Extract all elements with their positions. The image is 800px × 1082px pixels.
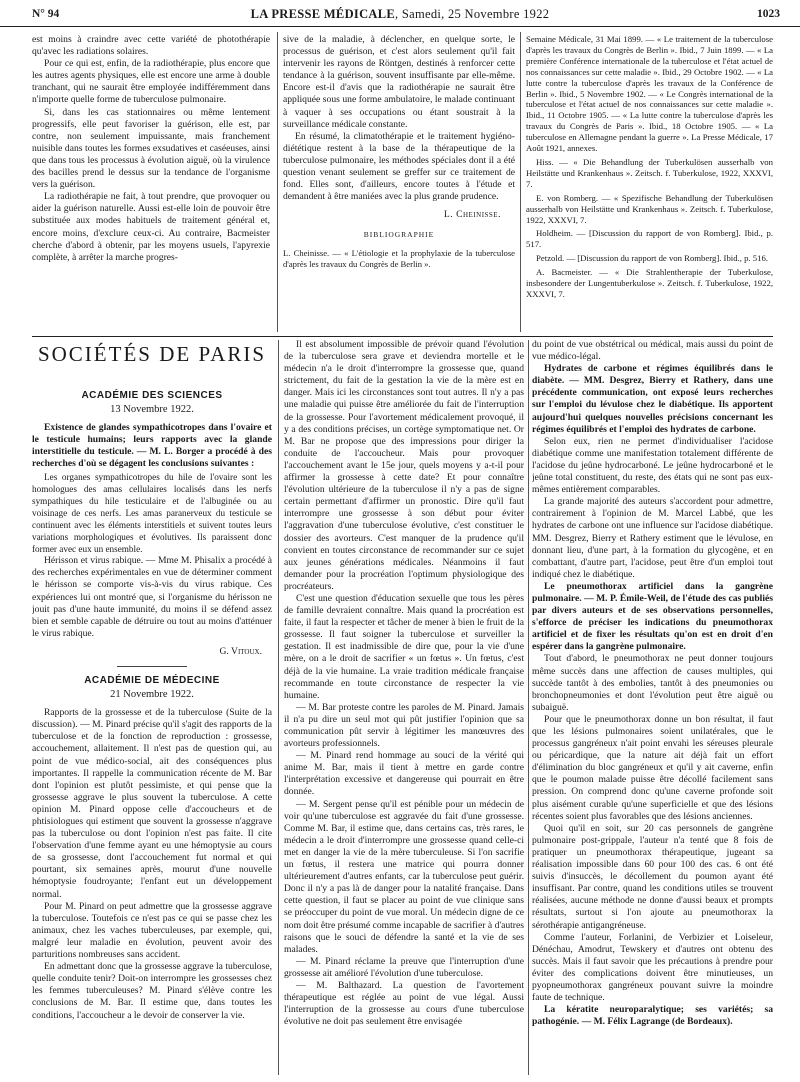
paragraph: C'est une question d'éducation sexuelle que tous les pères de famille devraient connaître. Mais quand la procréation est faite, il faut la respecter et tâcher de mener à bien le fruit de la grossesse. Il faut soigner la tuberculose et surveiller la gestation. Il est inadmissible de dire que, pour la vie d'une mère, on a le droit de sacrifier « un fœtus ». Un fœtus, c'est déjà de la vie humaine. La vraie tradition médicale française recommande en toute circonstance de respecter la vie humaine. [284, 592, 524, 701]
paragraph: Pour que le pneumothorax donne un bon résultat, il faut que les lésions pulmonaires soient unilatérales, que le processus gangréneux n'ait point envahi les séreuses pleurale ou péricardique, que la nature ait déjà fait un effort d'élimination du bloc gangréneux et qu'il y ait caverne, enfin que le poumon malade puisse être décollé facilement sans pression. On comprend donc qu'une caverne profonde soit plus aisément curable qu'une superficielle et que des lésions récentes soient plus favorables que des lésions anciennes. [532, 713, 773, 822]
column-divider [277, 32, 278, 332]
paragraph: La kératite neuroparalytique; ses variétés; sa pathogénie. — M. Félix Lagrange (de Bordeaux). [532, 1004, 773, 1028]
bottom-column-1 [32, 384, 272, 1074]
paragraph: est moins à craindre avec cette variété de photothérapie qu'avec les radiations solaires. [32, 34, 270, 58]
paragraph: Hydrates de carbone et régimes équilibrés dans le diabète. — MM. Desgrez, Bierry et Rathery, dans une précédente communication, ont exposé leurs recherches sur l'emploi du lévulose chez le diabétique. Ils apportent aujourd'hui quelques nouvelles précisions concernant les régimes équilibrés et l'emploi des hydrates de carbone. [532, 363, 773, 435]
paragraph: Les organes sympathicotropes du hile de l'ovaire sont les homologues des amas cellulaires localisés dans les nerfs sympathiques du hile testiculaire et de l'albuginée ou au voisinage de ces nerfs. Les amas paranerveux du testicule se continuent avec les éléments interstitiels et suivent toutes leurs variations morphologiques et évolutives. Ils paraissent donc former avec eux un ensemble. [32, 471, 272, 555]
reference-entry: E. von Romberg. — « Spezifische Behandlung der Tuberkulösen ausserhalb von Heilstätte und Krankenhaus ». Zeitsch. f. Tuberkulose, 1922, XXXVI, 7. [526, 192, 773, 225]
paragraph: La grande majorité des auteurs s'accordent pour admettre, contrairement à l'opinion de M. Marcel Labbé, que les hydrates de carbone ont une influence sur l'acidose diabétique. MM. Desgrez, Bierry et Rathery estiment que le lévulose, en donnant lieu, d'une part, à la formation du glycogène, et en combattant, d'autre part, l'acidose, peut être d'un emploi tout indiqué chez le diabétique. [532, 496, 773, 580]
reference-entry: Semaine Médicale, 31 Mai 1899. — « Le traitement de la tuberculose d'après les travaux du Congrès de Berlin ». Ibid., 7 Juin 1899. — « La première Conférence internationale de la tuberculose et l'état actuel de nos connaissances sur cette maladie ». Ibid., 29 Octobre 1902. — « La lutte contre la tuberculose d'après les travaux de la Conférence de Berlin ». Ibid., 5 Novembre 1902. — « Le Congrès international de la tuberculose et l'état actuel de nos connaissances sur cette maladie ». Ibid., 11 Octobre 1905. — « La lutte contre la tuberculose d'après les travaux du Congrès de Paris ». Ibid., 18 Octobre 1905. — « La tuberculose en Allemagne pendant la guerre ». La Presse Médicale, 17 Août 1921, annexes. [526, 34, 773, 154]
paragraph: En admettant donc que la grossesse aggrave la tuberculose, quelle conduite tenir? Doit-on interrompre les grossesses chez les femmes tuberculeuses? M. Pinard s'élève contre les conclusions de M. Bar. Il estime que, dans toutes les conditions, l'accoucheur a le devoir de conserver la vie. [32, 961, 272, 1021]
bibliography-heading: BIBLIOGRAPHIE [363, 230, 435, 240]
author-signature: L. Cheinisse. [443, 209, 501, 221]
section-title: SOCIÉTÉS DE PARIS [37, 342, 267, 366]
paragraph: La radiothérapie ne fait, à tout prendre, que provoquer ou aider la guérison naturelle. Aussi est-elle loin de pouvoir être substituée aux modes habituels de traitement général et, encore moins, d'exclure ceux-ci. Au contraire, Bacmeister cherche d'abord à obtenir, par les moyens usuels, l'apyrexie complète, à arrêter la marche progres- [32, 191, 270, 263]
paragraph: Rapports de la grossesse et de la tuberculose (Suite de la discussion). — M. Pinard précise qu'il s'agit des rapports de la tuberculose et de la fonction de reproduction : grossesse, accouchement, allaitement. Il n'est pas de question qui, au point de vue médico-social, ait des conséquences plus importantes. Il rappelle la communication récente de M. Bar dont l'opinion est plutôt pessimiste, et qui pense que la grossesse aggrave le plus souvent la tuberculose. A cette opinion M. Pinard oppose celle d'accoucheurs et de phtisiologues qui estiment que souvent la grossesse n'aggrave pas la tuberculose ou dont l'opinion n'est pas faite. Il cite l'observation d'une femme ayant eu une hémoptysie au cours de sa grossesse, dont l'accouchement fut normal et qui pourtant, six semaines après, mourut d'une nouvelle hémoptysie foudroyante; l'enfant eut un développement normal. [32, 707, 272, 900]
reference-entry: Hiss. — « Die Behandlung der Tuberkulösen ausserhalb von Heilstätte und Krankenhaus ». Zeitsch. f. Tuberkulose, 1922, XXXVI, 7. [526, 156, 773, 189]
top-column-2 [283, 34, 515, 360]
paragraph: Selon eux, rien ne permet d'individualiser l'acidose diabétique comme une manifestation totalement différente de l'acidose du jeûne hydrocarboné. Le jeûne hydrocarboné et le jeûne total constituent, du reste, des états qui ne sont pas eux-mêmes entièrement comparables. [532, 435, 773, 496]
column-divider [278, 340, 279, 1075]
journal-date: , Samedi, 25 Novembre 1922 [395, 7, 550, 21]
paragraph: Hérisson et virus rabique. — Mme M. Phisalix a procédé à des recherches expérimentales en vue de déterminer comment le hérisson se comporte vis-à-vis du virus rabique. Ces expériences lui ont montré que, si l'organisme du hérisson ne jouit pas d'une haute immunité, du moins il se défend assez bien et semble capable de détruire ou tout au moins d'atténuer le virus rabique. [32, 555, 272, 639]
academy-heading: ACADÉMIE DE MÉDECINE [84, 674, 220, 686]
bibliography-entry: L. Cheinisse. — « L'étiologie et la prophylaxie de la tuberculose d'après les travaux du Congrès de Berlin ». [283, 247, 515, 269]
paragraph: Si, dans les cas stationnaires ou même lentement progressifs, elle peut favoriser la guérison, elle est, par contre, non seulement impuissante, mais franchement nuisible dans toutes les formes exsudatives et caséeuses, ainsi que dans tous les processus à évolution aiguë, où la virulence des bacilles prend le dessus sur la tendance de l'organisme vers la guérison. [32, 106, 270, 191]
paragraph: En résumé, la climatothérapie et le traitement hygiéno-diététique restent à la base de la thérapeutique de la tuberculose pulmonaire, les méthodes spéciales dont il a été question venant seulement se greffer sur ce traitement de fond. Elles sont, d'ailleurs, encore toutes à l'étude et demandent à être maniées avec la plus grande prudence. [283, 130, 515, 203]
paragraph: Quoi qu'il en soit, sur 20 cas personnels de gangrène pulmonaire post-grippale, l'auteur n'a tenté que 8 fois de pratiquer un pneumothorax thérapeutique, jugeant sa réalisation impossible dans 60 pour 100 des cas. 6 ont été suivis d'insuccès, le décollement du poumon ayant été insuffisant. Par contre, quand les conditions utiles se trouvent réalisées, aucune méthode ne donne d'aussi beaux et prompts résultats, surtout si l'on ajoute au pneumothorax la sérothérapie antigangréneuse. [532, 822, 773, 931]
divider [117, 666, 187, 667]
paragraph: Pour ce qui est, enfin, de la radiothérapie, plus encore que les autres agents physiques, elle est encore une arme à double tranchant, qui ne saurait être employée indifféremment dans n'importe quelle forme de tuberculose pulmonaire. [32, 58, 270, 106]
paragraph: Il est absolument impossible de prévoir quand l'évolution de la tuberculose sera grave et deviendra mortelle et le médecin n'a le droit d'interrompre la grossesse que, quand strictement, du fait de la gestation la vie de la mère est en danger. Mais ici les circonstances sont tout autres. Il n'y a pas une maladie qui puisse être améliorée du fait de l'interruption de la grossesse. Pour l'avortement médicalement provoqué, il y a des conditions précises, un cortège symptomatique net. Or M. Bar ne propose que des impressions pour diriger la conduite de l'accoucheur. Mais pour provoquer l'accouchement avant le 15e jour, quels moyens y a-t-il pour affirmer la grossesse à cette date? Et pour connaître l'évolution ultérieure de la tuberculose il n'y a pas de signe certain permettant d'affirmer un pronostic. Dire qu'il faut interrompre une grossesse à son début pour éviter l'aggravation d'une tuberculose évolutive, c'est constituer le dossier des avorteurs. C'est manquer de la prudence qu'il convient en toutes circonstance de recommander sur ce sujet aux jeunes générations médicales. Néanmoins il faut demander pour la procréation l'optimum physiologique des procréateurs. [284, 339, 524, 592]
reference-entry: Petzold. — [Discussion du rapport de von Romberg]. Ibid., p. 516. [536, 253, 768, 264]
paragraph: — M. Sergent pense qu'il est pénible pour un médecin de voir qu'une tuberculose est aggravée du fait d'une grossesse. Comme M. Bar, il estime que, dans certains cas, très rares, le médecin a le droit d'interrompre une grossesse quand celle-ci met en danger la vie de la mère tuberculeuse. Si l'on sacrifie un fœtus, il restera une matrice qui pourra donner ultérieurement d'autres enfants, car la tuberculose peut guérir. Donc il n'y a pas là de danger pour la natalité française. Dans cette question, il faut se placer au point de vue clinique sans se préoccuper du point de vue moral. Un médecin digne de ce nom doit être présumé comme incapable de sacrifier à d'autres raisons que le souci de défendre la santé et la vie de ses malades. [284, 798, 524, 955]
journal-title [0, 7, 800, 22]
paragraph: — M. Pinard réclame la preuve que l'interruption d'une grossesse ait amélioré l'évolution d'une tuberculose. [284, 955, 524, 979]
paragraph: Tout d'abord, le pneumothorax ne peut donner toujours même succès dans une affection de causes multiples, qui succède tantôt à des embolies, tantôt à des pneumonies ou bronchopneumonies et dont l'évolution peut être aiguë ou subaiguë. [532, 653, 773, 713]
paragraph: Existence de glandes sympathicotropes dans l'ovaire et le testicule humains; leurs rapports avec la glande interstitielle du testicule. — M. L. Borger a procédé à des recherches d'où se dégagent les conclusions suivantes : [32, 422, 272, 470]
journal-name: LA PRESSE MÉDICALE [250, 7, 395, 21]
column-divider [528, 340, 529, 1075]
session-date: 13 Novembre 1922. [110, 404, 194, 416]
paragraph: — M. Pinard rend hommage au souci de la vérité qui anime M. Bar, mais il tient à mettre en garde contre l'interprétation excessive et dangereuse qui pourrait en être donnée. [284, 750, 524, 798]
page-number: 1023 [757, 8, 780, 20]
paragraph: — M. Balthazard. La question de l'avortement thérapeutique est réglée au point de vue légal. Aussi l'interruption de la grossesse au cours d'une tuberculose évolutive ne doit pas seulement être envisagée [284, 979, 524, 1028]
paragraph: — M. Bar proteste contre les paroles de M. Pinard. Jamais il n'a pu dire un seul mot qui pût justifier l'opinion que sa communication pût servir à légitimer les manœuvres des avorteurs professionnels. [284, 701, 524, 750]
top-column-1 [32, 34, 270, 360]
paragraph: sive de la maladie, à déclencher, en quelque sorte, le processus de guérison, et c'est alors seulement qu'il fait intervenir les rayons de Röntgen, destinés à renforcer cette tendance à la guérison, souvent insuffisante par elle-même. Encore est-il d'avis que la radiothérapie ne saurait être appliquée sous une forme ambulatoire, le malade continuant à vaquer à ses occupations ou étant soustrait à la surveillance médicale constante. [283, 34, 515, 130]
top-column-3-references [526, 34, 773, 334]
issue-number: N° 94 [32, 8, 60, 20]
academy-heading: ACADÉMIE DES SCIENCES [81, 390, 223, 401]
bottom-column-3 [532, 339, 773, 1074]
page-header [0, 0, 800, 27]
section-divider [32, 336, 773, 337]
reference-entry: A. Bacmeister. — « Die Strahlentherapie der Tuberkulose, insbesondere der Lungentuberkulose ». Zeitsch. f. Tuberkulose, 1922, XXXVI, 7. [526, 267, 773, 299]
paragraph: du point de vue obstétrical ou médical, mais aussi du point de vue médico-légal. [532, 339, 773, 363]
reference-entry: Holdheim. — [Discussion du rapport de von Romberg]. Ibid., p. 517. [526, 228, 773, 250]
session-date: 21 Novembre 1922. [110, 689, 194, 701]
paragraph: Pour M. Pinard on peut admettre que la grossesse aggrave la tuberculose. Toutefois ce n'est pas ce qui se passe chez les animaux, chez les vaches tuberculeuses, par exemple, qui, malgré leur maladie en évolution, peuvent avoir des parturitions nombreuses sans accident. [32, 900, 272, 961]
column-divider [520, 32, 521, 332]
author-signature: G. Vitoux. [219, 645, 262, 657]
paragraph: Le pneumothorax artificiel dans la gangrène pulmonaire. — M. P. Émile-Weil, de l'étude des cas publiés par divers auteurs et de ses observations personnelles, s'efforce de préciser les indications du pneumothorax artificiel et de fixer les résultats qu'on est en droit d'en espérer dans la gangrène pulmonaire. [532, 580, 773, 653]
bottom-column-2 [284, 339, 524, 1074]
paragraph: Comme l'auteur, Forlanini, de Verbizier et Loiseleur, Dénéchau, Amodrut, Tewskery et d'autres ont obtenu des succès. Mais il faut savoir que les précautions à prendre pour éviter des complications doivent être minutieuses, un pyopneumothorax gangréneux pouvant suivre la moindre faute de technique. [532, 931, 773, 1004]
